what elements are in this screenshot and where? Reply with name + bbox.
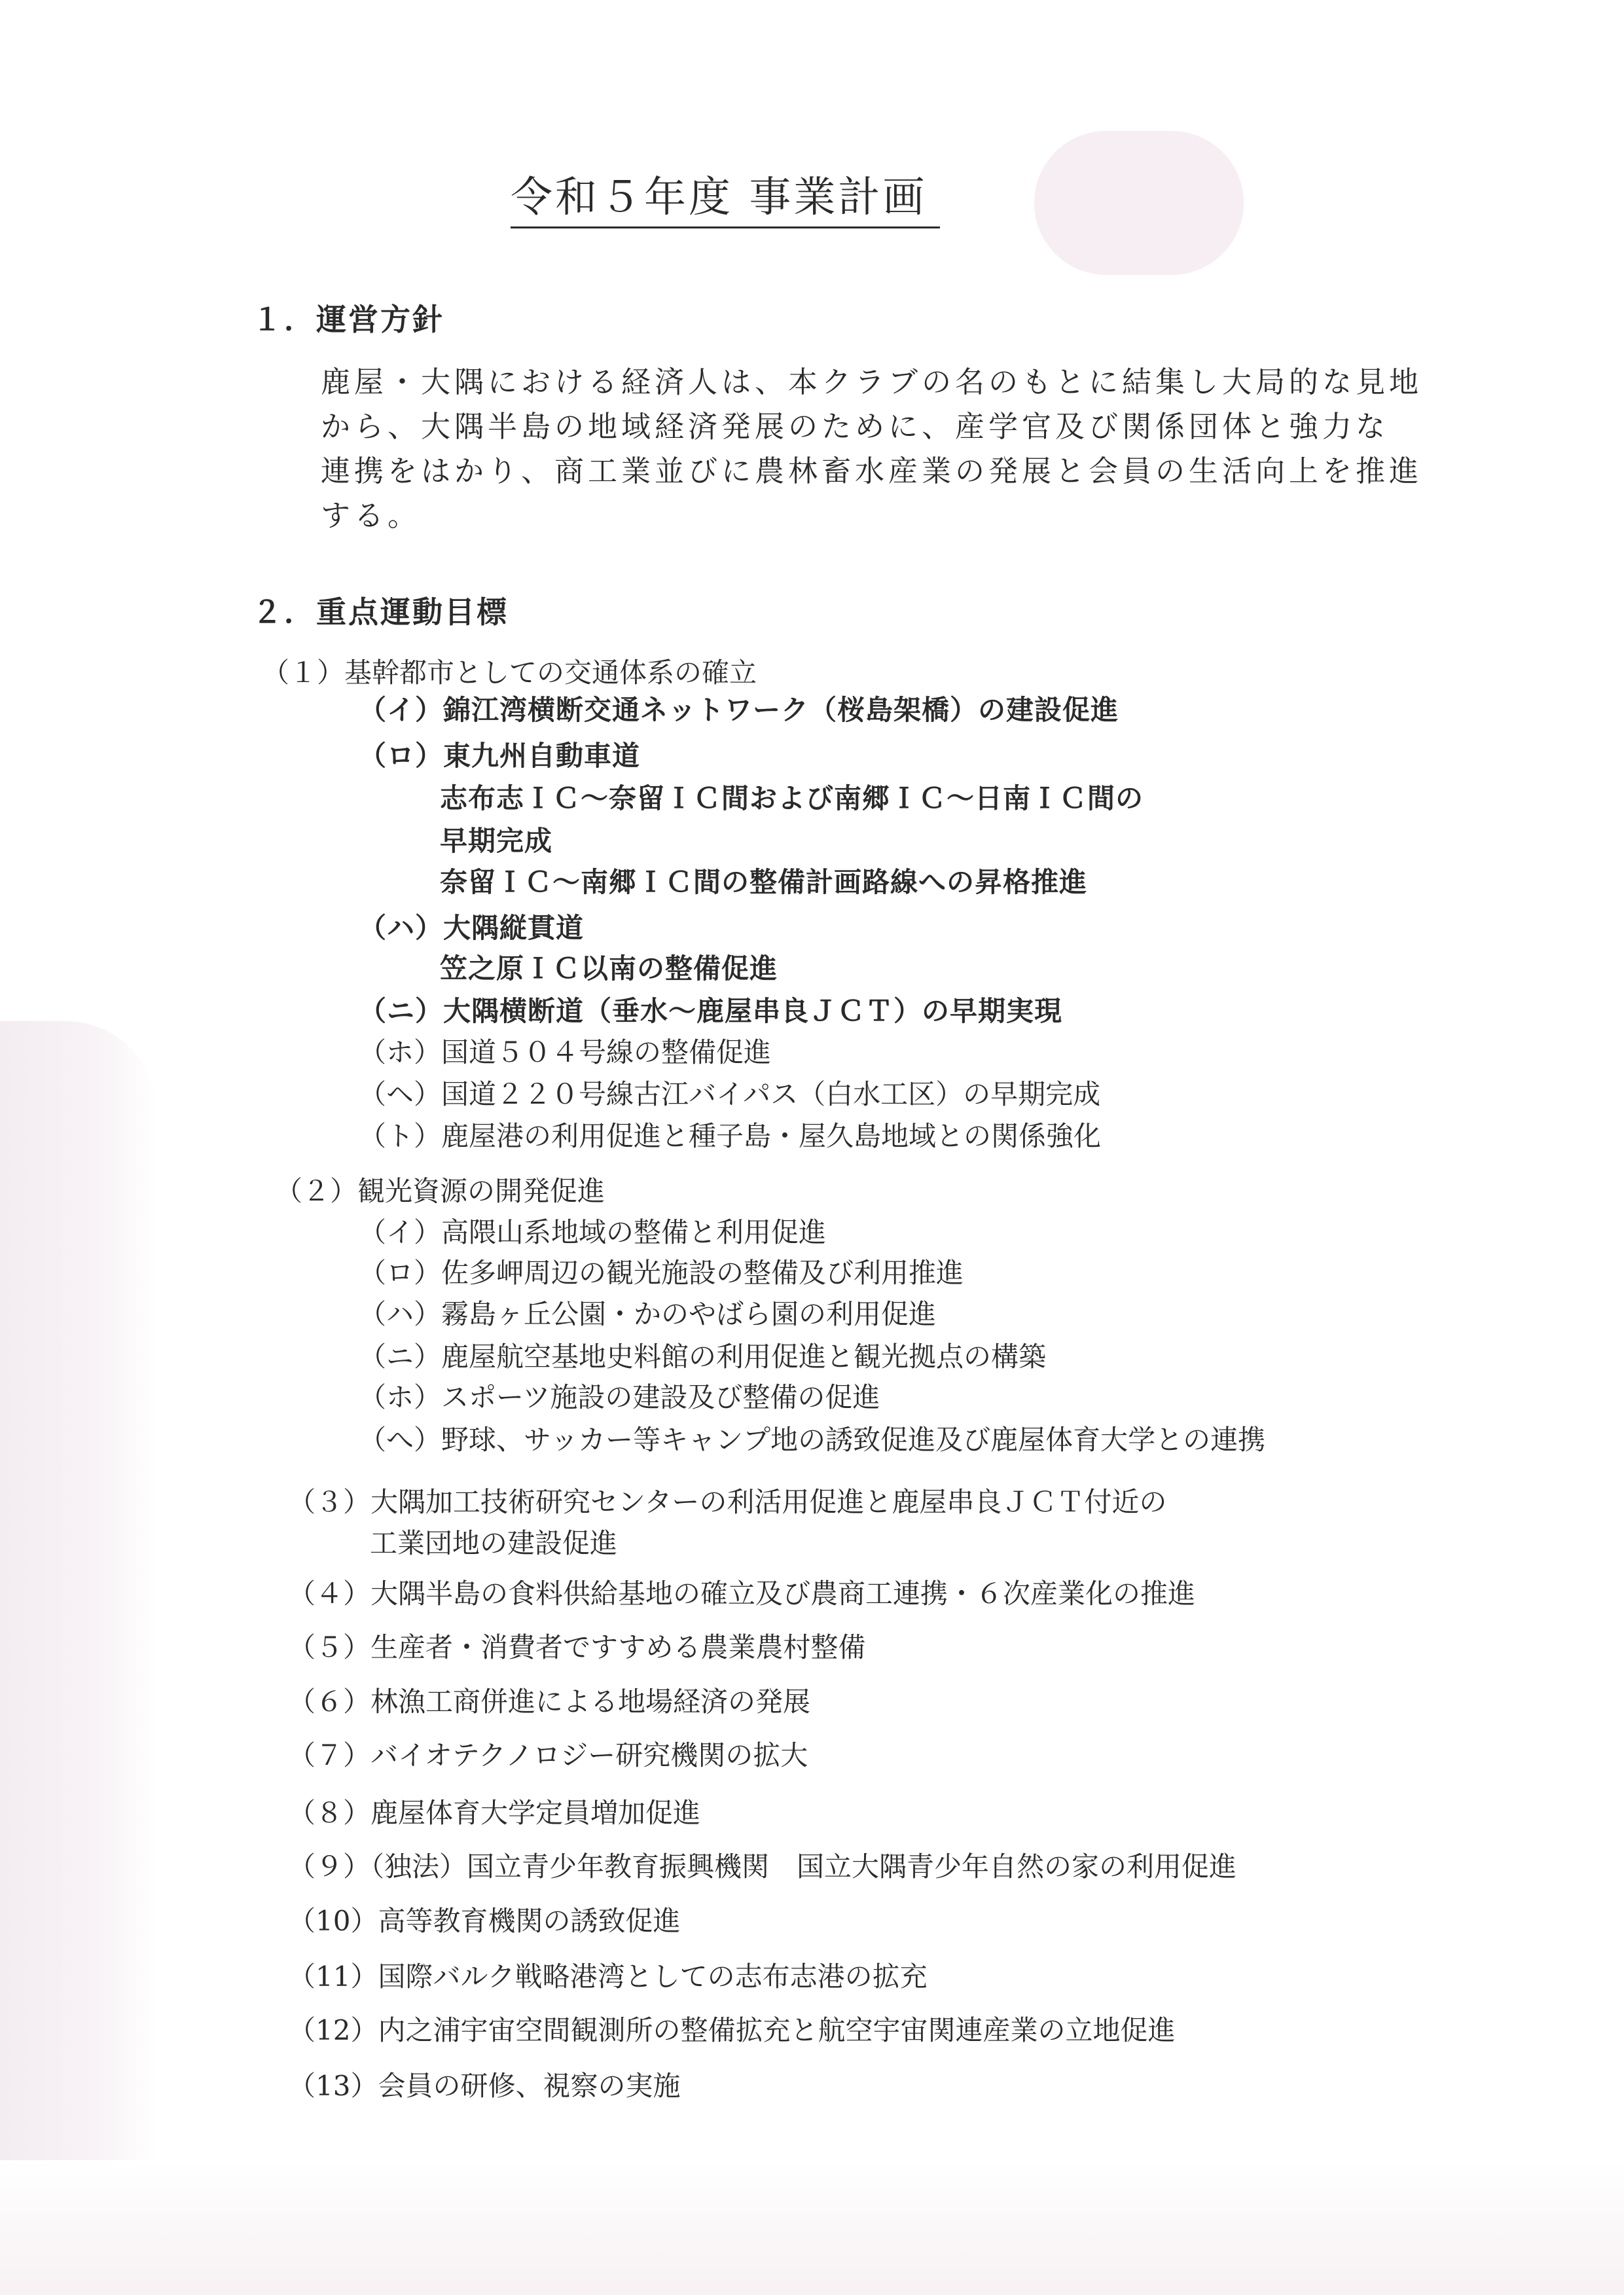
list-item: 早期完成	[440, 825, 553, 857]
paragraph-line: する。	[321, 498, 422, 533]
paper-smudge	[0, 2160, 1624, 2295]
list-item: （ホ）国道５０４号線の整備促進	[359, 1036, 772, 1068]
list-item: 工業団地の建設促進	[370, 1527, 618, 1559]
list-item: （ハ）霧島ヶ丘公園・かのやばら園の利用促進	[359, 1298, 937, 1330]
list-item: （７）バイオテクノロジー研究機関の拡大	[288, 1739, 808, 1771]
paragraph-line: から、大隅半島の地域経済発展のために、産学官及び関係団体と強力な	[321, 409, 1390, 444]
paragraph-line: 連携をはかり、商工業並びに農林畜水産業の発展と会員の生活向上を推進	[321, 454, 1423, 488]
list-item: （イ）高隈山系地域の整備と利用促進	[359, 1216, 827, 1248]
list-item: （13）会員の研修、視察の実施	[288, 2070, 681, 2102]
list-item: （12）内之浦宇宙空間観測所の整備拡充と航空宇宙関連産業の立地促進	[288, 2014, 1176, 2046]
list-item: （９）（独法）国立青少年教育振興機関 国立大隅青少年自然の家の利用促進	[288, 1851, 1237, 1883]
list-item: （ロ）佐多岬周辺の観光施設の整備及び利用推進	[359, 1257, 964, 1289]
list-item: （イ）錦江湾横断交通ネットワーク（桜島架橋）の建設促進	[359, 694, 1119, 726]
list-item: （１）基幹都市としての交通体系の確立	[262, 657, 757, 689]
list-item: （８）鹿屋体育大学定員増加促進	[288, 1797, 701, 1829]
list-item: （ヘ）国道２２０号線古江バイパス（白水工区）の早期完成	[359, 1078, 1101, 1110]
list-item: （ニ）鹿屋航空基地史料館の利用促進と観光拠点の構築	[359, 1341, 1047, 1373]
list-item: 志布志ＩＣ～奈留ＩＣ間および南郷ＩＣ～日南ＩＣ間の	[440, 782, 1144, 814]
list-item: （ニ）大隅横断道（垂水～鹿屋串良ＪＣＴ）の早期実現	[359, 995, 1063, 1027]
list-item: （11）国際バルク戦略港湾としての志布志港の拡充	[288, 1961, 928, 1993]
list-item: （へ）野球、サッカー等キャンプ地の誘致促進及び鹿屋体育大学との連携	[359, 1424, 1266, 1456]
section-heading: ２．重点運動目標	[252, 594, 509, 630]
paper-smudge	[0, 1021, 157, 2295]
list-item: （２）観光資源の開発促進	[275, 1175, 605, 1207]
paper-smudge	[1034, 131, 1244, 275]
list-item: 奈留ＩＣ～南郷ＩＣ間の整備計画路線への昇格推進	[440, 866, 1088, 898]
list-item: （４）大隅半島の食料供給基地の確立及び農商工連携・６次産業化の推進	[288, 1578, 1196, 1610]
page-title: 令和５年度 事業計画	[511, 172, 940, 228]
list-item: （ロ）東九州自動車道	[359, 740, 641, 772]
paragraph-line: 鹿屋・大隅における経済人は、本クラブの名のもとに結集し大局的な見地	[321, 365, 1423, 399]
list-item: （５）生産者・消費者ですすめる農業農村整備	[288, 1631, 866, 1663]
list-item: （10）高等教育機関の誘致促進	[288, 1905, 681, 1937]
list-item: （ハ）大隅縦貫道	[359, 912, 585, 944]
list-item: （ホ）スポーツ施設の建設及び整備の促進	[359, 1381, 880, 1413]
list-item: （ト）鹿屋港の利用促進と種子島・屋久島地域との関係強化	[359, 1120, 1102, 1152]
list-item: 笠之原ＩＣ以南の整備促進	[440, 952, 778, 985]
list-item: （６）林漁工商併進による地場経済の発展	[288, 1686, 811, 1718]
list-item: （３）大隅加工技術研究センターの利活用促進と鹿屋串良ＪＣＴ付近の	[288, 1486, 1167, 1518]
section-heading: １．運営方針	[252, 302, 444, 337]
